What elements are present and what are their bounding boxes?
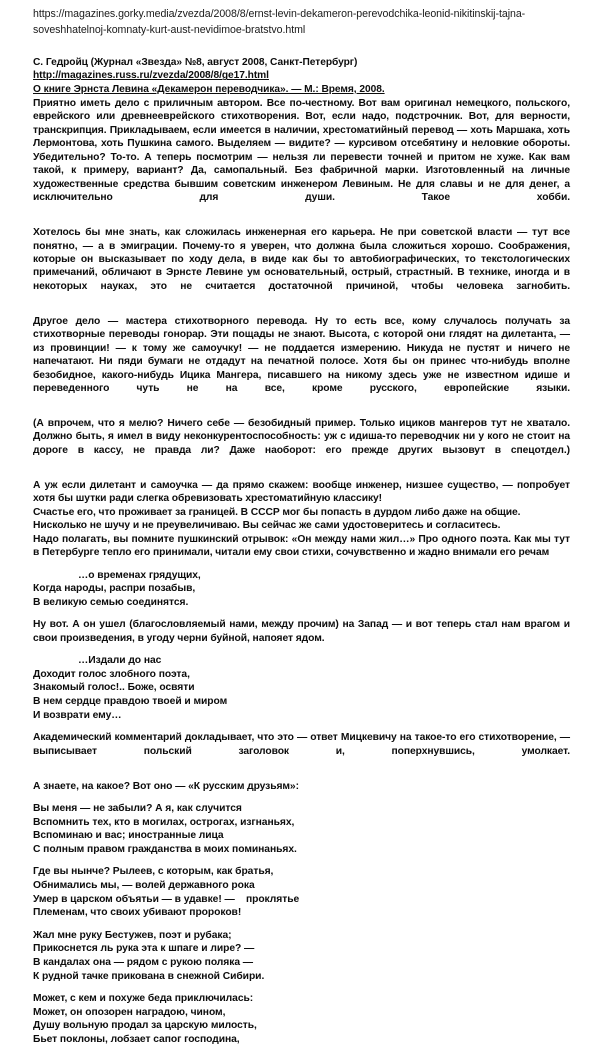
poem-line: Может, с кем и похуже беда приключилась:: [33, 993, 254, 1005]
paragraph: Другое дело — мастера стихотворного перевода. Ну то есть все, кому случалось получать за стихотворные переводы гонорар. Эти пощады не знают. Высота, с которой они глядят на дилетанта, — из провинции! — к тому же самоучку! — не поддается измерению. Никуда не пустят и ничего не напечатают. Ни пяди бумаги не отдадут на печатной полосе. Хотя бы он принес что-нибудь вполне безобидное, какого-нибудь Ицика Мангера, писавшего на никому здесь уже не известном идише и переведенного чуть не на все, кроме русского, европейские языки.: [33, 315, 570, 395]
poem-block: [33, 802, 570, 856]
poem-line: Душу вольную продал за царскую милость,: [33, 1020, 257, 1032]
article-byline: С. Гедройц (Журнал «Звезда» №8, август 2008, Санкт-Петербург): [33, 57, 358, 68]
poem-line: И возврати ему…: [33, 709, 122, 721]
poem-line: …о временах грядущих,: [78, 569, 201, 581]
poem-line: Где вы нынче? Рылеев, с которым, как братья,: [33, 866, 274, 878]
poem-line: Племенам, что своих убивают пророков!: [33, 907, 242, 919]
poem-block: [33, 569, 570, 610]
poem-line: Знакомый голос!.. Боже, освяти: [33, 682, 195, 694]
paragraph: Счастье его, что проживает за границей. В СССР мог бы попасть в дурдом либо даже на общие.: [33, 506, 521, 518]
paragraph: Хотелось бы мне знать, как сложилась инженерная его карьера. Не при советской власти — тут все понятно, — а в эмиграции. Почему-то я уверен, что должна была сложиться хорошо. Соображения, которые он высказывает по ходу дела, в виде как бы то автобиографических, то текстологических примечаний, обличают в Эрнсте Левине ум основательный, острый, страстный. В технике, иногда и в некоторых науках, это не считается достаточной причиной, чтобы человека загнобить.: [33, 227, 570, 292]
poem-line: В нем сердце правдою твоей и миром: [33, 695, 228, 707]
poem-line: Вспомнить тех, кто в могилах, острогах, изгнаньях,: [33, 816, 295, 828]
paragraph: Нисколько не шучу и не преувеличиваю. Вы сейчас же сами удостоверитесь и согласитесь.: [33, 520, 501, 532]
book-reference-line: О книге Эрнста Левина «Декамерон переводчика». — М.: Время, 2008.: [33, 83, 385, 95]
archive-link[interactable]: http://magazines.russ.ru/zvezda/2008/8/ge17.html: [33, 70, 269, 82]
poem-line: Жал мне руку Бестужев, поэт и рубака;: [33, 929, 232, 941]
poem-block: [33, 654, 570, 722]
article-body: [33, 97, 570, 1055]
poem-block: [33, 865, 570, 919]
poem-line: Может, он опозорен наградою, чином,: [33, 1006, 226, 1018]
poem-line: Прикоснется ль рука эта к шпаге и лире? —: [33, 943, 255, 955]
paragraph: Приятно иметь дело с приличным автором. Все по-честному. Вот вам оригинал немецкого, польского, еврейского или древнееврейского стихотворения. Вот, если надо, подстрочник. Вот, для верности, транскрипция. Прикладываем, если имеется в наличии, хрестоматийный перевод — хоть Маршака, хоть Лермонтова, хоть Пушкина самого. Выделяем — видите? — курсивом отсебятину и неловкие обороты. Убедительно? То-то. А теперь посмотрим — нельзя ли перевести точней и притом не хуже. Как вам такой, к примеру, вариант? Да, самопальный. Без фабричной марки. Изготовленный на личные художественные средства бывшим советским инженером Левиным. Не для славы и не для денег, а исключительно для души. Такое хобби.: [33, 98, 570, 204]
paragraph: А знаете, на какое? Вот оно — «К русским друзьям»:: [33, 780, 299, 792]
poem-line: Бьет поклоны, лобзает сапог господина,: [33, 1033, 240, 1045]
article-header: [33, 56, 573, 96]
poem-line: К рудной тачке прикована в снежной Сибири.: [33, 970, 265, 982]
poem-block: [33, 992, 570, 1046]
poem-line: В кандалах она — рядом с рукою поляка —: [33, 956, 254, 968]
paragraph: Академический комментарий докладывает, что это — ответ Мицкевичу на такое-то его стихотворение, — выписывает польский заголовок и, поперхнувшись, умолкает.: [33, 732, 570, 757]
poem-line: Когда народы, распри позабыв,: [33, 583, 196, 595]
source-url: https://magazines.gorky.media/zvezda/2008/8/ernst-levin-dekameron-perevodchika-leonid-nikitinskij-tajna-soveshhatelnoj-komnaty-kurt-aust-nevidimoe-bratstvo.html: [33, 8, 526, 36]
poem-line: Умер в царском объятьи — в удавке! — проклятье: [33, 893, 300, 905]
poem-line: …Издали до нас: [78, 655, 162, 667]
poem-line: Обнимались мы, — волей державного рока: [33, 879, 255, 891]
paragraph: А уж если дилетант и самоучка — да прямо скажем: вообще инженер, низшее существо, — попробует хотя бы шутки ради слегка обревизовать хрестоматийную классику!: [33, 479, 570, 505]
poem-line: Вы меня — не забыли? А я, как случится: [33, 802, 242, 814]
poem-block: [33, 929, 570, 983]
poem-line: Доходит голос злобного поэта,: [33, 668, 190, 680]
poem-line: С полным правом гражданства в моих поминаньях.: [33, 843, 297, 855]
poem-line: В великую семью соединятся.: [33, 596, 189, 608]
paragraph: Надо полагать, вы помните пушкинский отрывок: «Он между нами жил…» Про одного поэта. Как мы тут в Петербурге тепло его принимали, читали ему свои стихи, сочувственно и жадно внимали его речам: [33, 533, 570, 559]
poem-line: Вспоминаю и вас; иностранные лица: [33, 830, 224, 842]
paragraph: (А впрочем, что я мелю? Ничего себе — безобидный пример. Только ициков мангеров тут не хватало. Должно быть, я имел в виду неконкурентоспособность: уж с идиша-то переводчик ни у кого не стоит на дороге в кассу, не правда ли? Даже наоборот: его прежде других вызовут в спецотдел.): [33, 417, 570, 456]
paragraph: Ну вот. А он ушел (благословляемый нами, между прочим) на Запад — и вот теперь стал нам врагом и свои произведения, в угоду черни буйной, напояет ядом.: [33, 619, 570, 644]
